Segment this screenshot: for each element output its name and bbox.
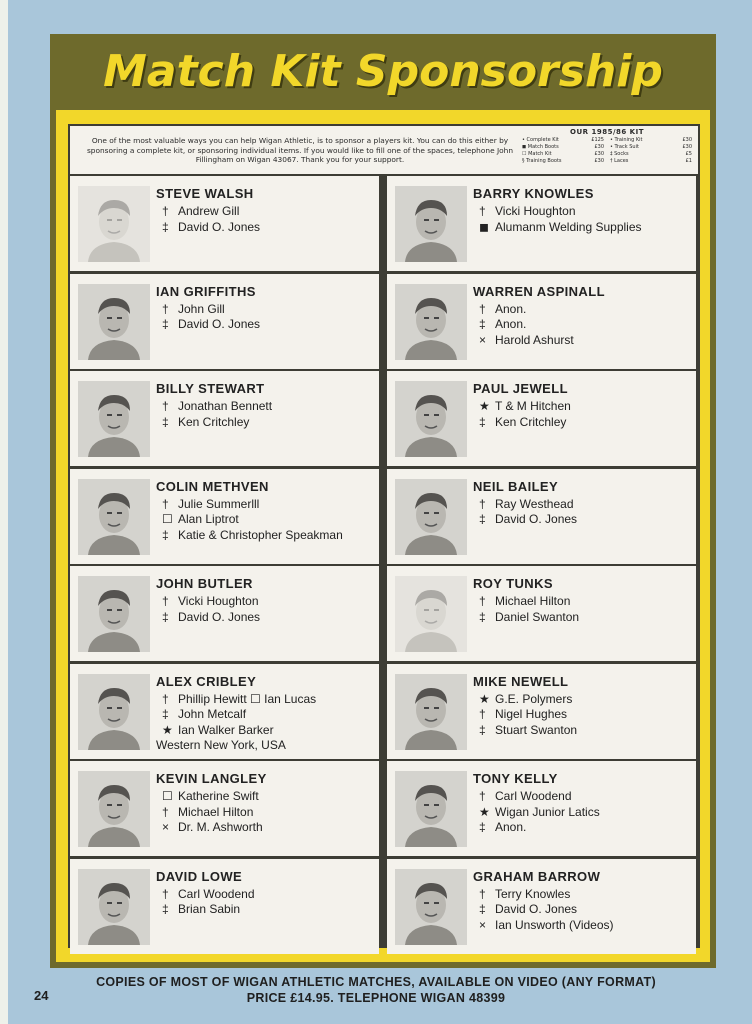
sponsor-line [479, 497, 693, 513]
sponsor-symbol: † [479, 301, 486, 316]
kit-item-price: £30 [594, 151, 604, 157]
sponsor-line [479, 594, 693, 610]
sponsor-name: David O. Jones [178, 609, 261, 624]
sponsor-line [162, 399, 376, 415]
sponsor-name: Anon. [495, 820, 527, 834]
sponsor-list [162, 497, 376, 544]
sponsor-symbol: † [479, 204, 486, 218]
sponsor-name: Brian Sabin [178, 902, 241, 916]
sponsor-list [479, 594, 693, 625]
player-photo [395, 576, 467, 652]
sponsor-list [162, 594, 376, 625]
sponsor-line [162, 707, 376, 723]
sponsor-name: Ian Unsworth (Videos) [495, 917, 614, 932]
sponsor-symbol: ‡ [479, 609, 486, 624]
sponsor-symbol: † [162, 301, 169, 316]
players-grid [68, 124, 700, 948]
sponsor-extra: Western New York, USA [156, 738, 286, 752]
sponsor-line [162, 528, 376, 544]
sponsor-line [479, 302, 693, 318]
sponsor-symbol: † [162, 804, 169, 819]
player-photo [395, 284, 467, 360]
player-card [387, 274, 696, 369]
kit-item-name: Track Suit [614, 144, 639, 150]
page-title: Match Kit Sponsorship [103, 45, 663, 97]
kit-item-symbol: ‡ [610, 151, 613, 157]
player-card [387, 664, 696, 759]
kit-item-name: Socks [614, 151, 629, 157]
page-number: 24 [34, 988, 49, 1003]
sponsor-name: Alan Liptrot [178, 512, 239, 526]
player-name: MIKE NEWELL [473, 673, 569, 689]
page-edge [0, 0, 8, 1024]
kit-item [610, 151, 692, 158]
footer-line-1: COPIES OF MOST OF WIGAN ATHLETIC MATCHES, AVAILABLE ON VIDEO (ANY FORMAT) [96, 975, 656, 989]
kit-title: OUR 1985/86 KIT [570, 128, 644, 136]
sponsor-name: G.E. Polymers [495, 691, 573, 706]
sponsor-name: Terry Knowles [495, 886, 571, 901]
player-photo [395, 869, 467, 945]
kit-item-price: £30 [594, 158, 604, 164]
sponsor-name: T & M Hitchen [495, 399, 571, 413]
sponsor-line [479, 692, 693, 708]
player-card [387, 469, 696, 564]
sponsor-symbol: × [162, 820, 170, 834]
sponsor-line [479, 317, 693, 333]
sponsor-name: Katherine Swift [178, 789, 259, 803]
player-name: PAUL JEWELL [473, 381, 568, 396]
player-card [70, 469, 379, 564]
sponsor-name: Carl Woodend [495, 789, 572, 803]
sponsor-name: Anon. [495, 301, 527, 316]
player-card [70, 664, 379, 759]
sponsor-name: Wigan Junior Latics [495, 804, 600, 819]
sponsor-symbol: ‡ [479, 512, 486, 526]
sponsor-name: Carl Woodend [178, 886, 255, 901]
sponsor-line [479, 820, 693, 836]
sponsor-list [162, 887, 376, 918]
kit-item-name: Match Boots [527, 144, 559, 150]
sponsor-name: Katie & Christopher Speakman [178, 527, 343, 542]
sponsor-line [162, 692, 376, 708]
kit-item [610, 158, 692, 165]
sponsor-line [162, 610, 376, 626]
sponsor-list [162, 204, 376, 235]
sponsor-name: David O. Jones [495, 902, 578, 916]
sponsor-name: Ian Walker Barker [178, 722, 274, 737]
sponsor-list [479, 204, 693, 235]
sponsor-name: Anon. [495, 317, 527, 331]
yellow-frame [56, 110, 710, 962]
sponsor-name: Daniel Swanton [495, 609, 580, 624]
sponsor-name: David O. Jones [178, 219, 261, 234]
sponsor-symbol: ★ [162, 722, 173, 737]
player-photo [395, 674, 467, 750]
sponsor-name: Ray Westhead [495, 496, 574, 511]
sponsor-symbol: ★ [479, 804, 490, 819]
player-photo [395, 771, 467, 847]
player-name: ROY TUNKS [473, 576, 553, 591]
player-card [70, 566, 379, 661]
sponsor-list [162, 789, 376, 836]
kit-item [522, 158, 604, 165]
sponsor-line [162, 594, 376, 610]
kit-price-list [522, 128, 692, 165]
sponsor-list [479, 497, 693, 528]
player-card [387, 371, 696, 466]
kit-item [610, 144, 692, 151]
sponsor-name: Stuart Swanton [495, 722, 578, 737]
sponsor-symbol: † [162, 594, 169, 608]
sponsor-name: Vicki Houghton [178, 594, 259, 608]
sponsor-name: Vicki Houghton [495, 204, 576, 218]
kit-item-name: Complete Kit [526, 137, 559, 143]
player-photo [395, 479, 467, 555]
sponsor-symbol: ‡ [162, 707, 169, 721]
player-name: STEVE WALSH [156, 186, 254, 201]
player-photo [78, 381, 150, 457]
kit-item-symbol: • [610, 144, 613, 150]
sponsor-line [479, 723, 693, 739]
sponsor-line [162, 723, 376, 739]
player-name: KEVIN LANGLEY [156, 771, 267, 786]
player-card [70, 176, 379, 271]
title-bar [50, 34, 716, 108]
kit-item-name: Training Kit [614, 137, 643, 143]
sponsor-line [479, 610, 693, 626]
player-name: JOHN BUTLER [156, 576, 253, 591]
sponsor-symbol: † [162, 204, 169, 218]
sponsor-line [479, 707, 693, 723]
sponsor-list [479, 789, 693, 836]
kit-item-symbol: ☐ [522, 151, 527, 157]
kit-item [522, 151, 604, 158]
player-card [387, 566, 696, 661]
sponsor-symbol: ‡ [479, 414, 486, 429]
sponsor-name: Ken Critchley [495, 414, 567, 429]
sponsor-list [156, 691, 376, 754]
player-name: BARRY KNOWLES [473, 186, 594, 201]
sponsor-line [479, 887, 693, 903]
sponsor-line [162, 805, 376, 821]
kit-item-price: £30 [682, 137, 692, 143]
sponsor-symbol: ‡ [162, 609, 169, 624]
kit-item [522, 144, 604, 151]
sponsor-name: David O. Jones [178, 317, 261, 331]
sponsor-symbol: ‡ [479, 317, 486, 331]
sponsor-symbol: † [162, 496, 169, 511]
kit-item-price: £125 [591, 137, 604, 143]
kit-item-symbol: § [522, 158, 525, 164]
intro-text: One of the most valuable ways you can help Wigan Athletic, is to sponsor a players kit. You can do this either by sponsoring a complete kit, or sponsoring individual items. If you would like to fill one of the spaces, telephone John Fillingham on Wigan 43067. Thank you for your support. [86, 136, 514, 164]
intro-box [70, 126, 698, 174]
sponsor-symbol: ‡ [479, 902, 486, 916]
sponsor-line [162, 497, 376, 513]
sponsor-symbol: ☐ [162, 512, 173, 526]
sponsor-line [479, 902, 693, 918]
kit-item-price: £5 [685, 151, 692, 157]
sponsor-line [479, 415, 693, 431]
sponsor-symbol: † [479, 886, 486, 901]
sponsor-line [162, 512, 376, 528]
sponsor-line [162, 789, 376, 805]
sponsor-line [479, 204, 693, 220]
sponsor-line [162, 302, 376, 318]
player-name: TONY KELLY [473, 771, 558, 786]
player-card [70, 274, 379, 369]
sponsor-symbol: × [479, 332, 487, 347]
sponsorship-panel [50, 34, 716, 968]
sponsor-symbol: † [162, 691, 169, 706]
sponsor-symbol: † [479, 789, 486, 803]
player-photo [78, 674, 150, 750]
kit-item-name: Training Boots [526, 158, 562, 164]
sponsor-symbol: † [162, 886, 169, 901]
player-name: WARREN ASPINALL [473, 283, 605, 299]
sponsor-name: Phillip Hewitt ☐ Ian Lucas [178, 691, 317, 706]
sponsor-line [479, 512, 693, 528]
player-photo [78, 576, 150, 652]
kit-item-symbol: ◼ [522, 144, 527, 150]
kit-item-symbol: • [610, 137, 613, 143]
kit-item-price: £30 [594, 144, 604, 150]
player-photo [78, 284, 150, 360]
sponsor-line [162, 820, 376, 836]
sponsor-list [479, 692, 693, 739]
sponsor-line [479, 805, 693, 821]
sponsor-line [479, 918, 693, 934]
sponsor-line [162, 317, 376, 333]
player-photo [78, 479, 150, 555]
sponsor-name: Dr. M. Ashworth [178, 820, 263, 834]
player-photo [78, 869, 150, 945]
sponsor-symbol: ‡ [479, 722, 486, 737]
player-card [387, 176, 696, 271]
player-name: IAN GRIFFITHS [156, 283, 256, 299]
player-photo [395, 381, 467, 457]
sponsor-name: Nigel Hughes [495, 707, 568, 721]
sponsor-line [162, 415, 376, 431]
sponsor-symbol: ★ [479, 691, 490, 706]
sponsor-name: Alumanm Welding Supplies [495, 219, 642, 234]
sponsor-symbol: ‡ [162, 527, 169, 542]
kit-item-name: Match Kit [528, 151, 552, 157]
sponsor-symbol: ‡ [162, 414, 169, 429]
sponsor-line [162, 220, 376, 236]
sponsor-name: Michael Hilton [495, 594, 571, 608]
sponsor-symbol: ‡ [479, 820, 486, 834]
footer-line-2: PRICE £14.95. TELEPHONE WIGAN 48399 [246, 991, 506, 1005]
sponsor-symbol: ◼ [479, 219, 489, 234]
sponsor-list [162, 399, 376, 430]
player-card [387, 761, 696, 856]
sponsor-symbol: † [479, 594, 486, 608]
kit-item [522, 137, 604, 144]
sponsor-list [479, 399, 693, 430]
player-card [70, 761, 379, 856]
kit-item-name: Laces [614, 158, 629, 164]
sponsor-symbol: ☐ [162, 789, 173, 803]
sponsor-symbol: † [479, 707, 486, 721]
kit-grid [522, 137, 692, 165]
player-photo [78, 186, 150, 262]
sponsor-line [162, 902, 376, 918]
player-name: NEIL BAILEY [473, 478, 559, 494]
sponsor-line [479, 399, 693, 415]
player-name: BILLY STEWART [156, 381, 265, 396]
sponsor-name: John Gill [178, 301, 225, 316]
sponsor-symbol: † [479, 496, 486, 511]
sponsor-name: Andrew Gill [178, 204, 240, 218]
kit-item-symbol: • [522, 137, 525, 143]
kit-item-price: £30 [682, 144, 692, 150]
sponsor-list [479, 302, 693, 349]
player-name: ALEX CRIBLEY [156, 673, 257, 689]
sponsor-symbol: ★ [479, 399, 490, 413]
kit-item-price: £1 [685, 158, 692, 164]
footer [0, 974, 752, 1006]
sponsor-line [162, 204, 376, 220]
sponsor-symbol: ‡ [162, 219, 169, 234]
sponsor-symbol: ‡ [162, 902, 169, 916]
player-name: DAVID LOWE [156, 868, 243, 884]
sponsor-symbol: † [162, 399, 169, 413]
player-name: COLIN METHVEN [156, 478, 269, 494]
kit-item [610, 137, 692, 144]
kit-item-symbol: † [610, 158, 613, 164]
sponsor-name: Harold Ashurst [495, 332, 574, 347]
sponsor-symbol: ‡ [162, 317, 169, 331]
player-card [387, 859, 696, 954]
sponsor-line [479, 333, 693, 349]
sponsor-list [162, 302, 376, 333]
sponsor-name: Jonathan Bennett [178, 399, 273, 413]
player-card [70, 371, 379, 466]
sponsor-name: Michael Hilton [178, 804, 254, 819]
sponsor-name: John Metcalf [178, 707, 247, 721]
player-photo [395, 186, 467, 262]
sponsor-list [479, 887, 693, 934]
player-card [70, 859, 379, 954]
sponsor-symbol: × [479, 917, 487, 932]
sponsor-name: Julie Summerlll [178, 496, 260, 511]
player-photo [78, 771, 150, 847]
sponsor-line [479, 789, 693, 805]
sponsor-line [162, 887, 376, 903]
sponsor-line [479, 220, 693, 236]
sponsor-name: David O. Jones [495, 512, 578, 526]
player-name: GRAHAM BARROW [473, 868, 601, 884]
sponsor-name: Ken Critchley [178, 414, 250, 429]
